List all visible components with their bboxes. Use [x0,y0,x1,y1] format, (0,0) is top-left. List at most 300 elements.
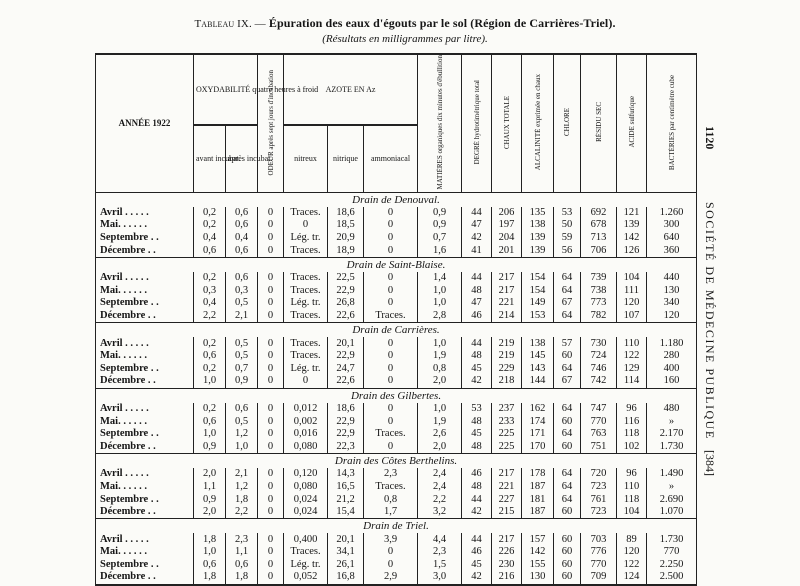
value-cell: 22,9 [328,350,364,363]
drain-name: Drain de Triel. [96,519,697,534]
value-cell: 2,0 [194,506,226,519]
month-cell: Mai. . . . . . [96,350,194,363]
value-cell: 110 [617,337,647,350]
value-cell: 50 [554,219,581,232]
month-cell: Mai. . . . . . [96,415,194,428]
value-cell: 0 [364,207,418,220]
value-cell: 0 [258,403,284,416]
value-cell: 0,2 [194,207,226,220]
value-cell: 154 [522,284,554,297]
value-cell: 738 [581,284,617,297]
value-cell: 0 [258,506,284,519]
table-row [96,284,697,297]
value-cell: 126 [617,244,647,257]
value-cell: 44 [462,272,492,285]
table-row [96,337,697,350]
table-row [96,559,697,572]
value-cell: 46 [462,310,492,323]
value-cell: 15,4 [328,506,364,519]
value-cell: 2.170 [647,428,697,441]
header-ammoniacal: ammoniacal [364,125,418,192]
value-cell: 2.690 [647,493,697,506]
month-cell: Décembre . . [96,440,194,453]
table-row [96,506,697,519]
value-cell: 18,5 [328,219,364,232]
month-cell: Septembre . . [96,428,194,441]
header-annee: ANNÉE 1922 [96,54,194,192]
value-cell: 3,9 [364,533,418,546]
value-cell: 64 [554,428,581,441]
value-cell: 0,2 [194,272,226,285]
value-cell: 703 [581,533,617,546]
value-cell: 18,9 [328,244,364,257]
value-cell: 0 [364,415,418,428]
value-cell: 2,1 [226,468,258,481]
bracket-page-number: [384] [703,450,717,476]
value-cell: 187 [522,506,554,519]
value-cell: 226 [492,546,522,559]
value-cell: 0,6 [226,403,258,416]
value-cell: 187 [522,481,554,494]
value-cell: Traces. [284,272,328,285]
value-cell: 0 [258,219,284,232]
month-cell: Mai. . . . . . [96,481,194,494]
value-cell: Traces. [284,337,328,350]
value-cell: 233 [492,415,522,428]
value-cell: 64 [554,403,581,416]
drain-name: Drain des Côtes Berthelins. [96,454,697,469]
value-cell: 0 [364,559,418,572]
value-cell: 739 [581,272,617,285]
value-cell: 0,5 [226,337,258,350]
value-cell: 64 [554,493,581,506]
value-cell: 0 [258,559,284,572]
header-odeur: ODEUR après sept jours d'incubation [258,54,284,192]
value-cell: Traces. [284,350,328,363]
value-cell: 14,3 [328,468,364,481]
table-row [96,546,697,559]
value-cell: 217 [492,533,522,546]
value-cell: 0,2 [194,337,226,350]
table-row [96,244,697,257]
value-cell: 138 [522,337,554,350]
value-cell: 0 [364,546,418,559]
drain-name: Drain de Denouval. [96,192,697,207]
value-cell: 41 [462,244,492,257]
value-cell: 773 [581,297,617,310]
value-cell: 770 [581,559,617,572]
value-cell: 130 [522,571,554,585]
value-cell: 2,3 [364,468,418,481]
value-cell: 0,3 [226,284,258,297]
value-cell: 60 [554,350,581,363]
value-cell: 2,8 [418,310,462,323]
drain-name: Drain de Carrières. [96,323,697,338]
month-cell: Mai. . . . . . [96,219,194,232]
value-cell: 118 [617,428,647,441]
value-cell: 227 [492,493,522,506]
value-cell: 0,5 [226,297,258,310]
value-cell: 0 [258,415,284,428]
value-cell: 720 [581,468,617,481]
value-cell: 1,0 [226,440,258,453]
value-cell: 1.490 [647,468,697,481]
value-cell: 60 [554,415,581,428]
value-cell: 1.180 [647,337,697,350]
value-cell: 124 [617,571,647,585]
value-cell: 67 [554,375,581,388]
value-cell: 770 [581,415,617,428]
drain-heading-row [96,388,697,403]
value-cell: 102 [617,440,647,453]
value-cell: 218 [492,375,522,388]
value-cell: 104 [617,272,647,285]
value-cell: 0 [258,272,284,285]
drain-name: Drain de Saint-Blaise. [96,257,697,272]
value-cell: 217 [492,272,522,285]
value-cell: 47 [462,297,492,310]
value-cell: 0,012 [284,403,328,416]
value-cell: 139 [522,244,554,257]
value-cell: 0 [258,297,284,310]
value-cell: 60 [554,440,581,453]
value-cell: » [647,415,697,428]
drain-name: Drain des Gilbertes. [96,388,697,403]
month-cell: Septembre . . [96,297,194,310]
value-cell: 153 [522,310,554,323]
value-cell: 1,7 [364,506,418,519]
value-cell: 0 [364,337,418,350]
value-cell: 0 [258,546,284,559]
value-cell: 0 [258,428,284,441]
value-cell: 706 [581,244,617,257]
value-cell: 0,052 [284,571,328,585]
value-cell: 0,6 [226,207,258,220]
month-cell: Décembre . . [96,571,194,585]
value-cell: 0,080 [284,481,328,494]
value-cell: 0 [258,244,284,257]
value-cell: 747 [581,403,617,416]
value-cell: 229 [492,362,522,375]
value-cell: 2,2 [226,506,258,519]
value-cell: 0,8 [418,362,462,375]
month-cell: Mai. . . . . . [96,546,194,559]
value-cell: 0 [364,284,418,297]
value-cell: 53 [462,403,492,416]
value-cell: 723 [581,481,617,494]
value-cell: 116 [617,415,647,428]
value-cell: 0,016 [284,428,328,441]
value-cell: 0,6 [226,244,258,257]
value-cell: 143 [522,362,554,375]
value-cell: 48 [462,350,492,363]
value-cell: 0 [258,350,284,363]
value-cell: 22,9 [328,415,364,428]
value-cell: 135 [522,207,554,220]
header-chlore: CHLORE [554,54,581,192]
value-cell: 60 [554,559,581,572]
value-cell: 1,0 [194,546,226,559]
value-cell: 0,7 [418,232,462,245]
table-row [96,440,697,453]
value-cell: 763 [581,428,617,441]
value-cell: 22,5 [328,272,364,285]
value-cell: 46 [462,546,492,559]
value-cell: 45 [462,362,492,375]
value-cell: 47 [462,219,492,232]
value-cell: 130 [647,284,697,297]
value-cell: 230 [492,559,522,572]
value-cell: 16,5 [328,481,364,494]
month-cell: Avril . . . . . [96,468,194,481]
value-cell: 1,1 [226,546,258,559]
value-cell: 20,9 [328,232,364,245]
month-cell: Avril . . . . . [96,403,194,416]
value-cell: 2.250 [647,559,697,572]
value-cell: 0 [364,375,418,388]
table-row [96,375,697,388]
value-cell: 4,4 [418,533,462,546]
value-cell: Traces. [284,546,328,559]
table-body [96,192,697,585]
value-cell: 0,4 [194,232,226,245]
value-cell: 2,0 [194,468,226,481]
value-cell: 96 [617,403,647,416]
header-residu: RÉSIDU SEC [581,54,617,192]
value-cell: Traces. [284,284,328,297]
value-cell: 22,9 [328,428,364,441]
month-cell: Septembre . . [96,232,194,245]
value-cell: 171 [522,428,554,441]
title-lead: Tableau IX. — [194,18,266,30]
value-cell: 0,024 [284,493,328,506]
value-cell: 160 [647,375,697,388]
page-number: 1120 [703,126,717,150]
value-cell: 0 [364,440,418,453]
value-cell: 724 [581,350,617,363]
value-cell: 48 [462,415,492,428]
value-cell: 0 [258,440,284,453]
value-cell: 0 [364,219,418,232]
header-oxydabilite: OXYDABILITÉ quatre heures à froid [194,54,258,125]
value-cell: 1.260 [647,207,697,220]
value-cell: 122 [617,559,647,572]
value-cell: 723 [581,506,617,519]
value-cell: Lég. tr. [284,362,328,375]
running-head: SOCIÉTÉ DE MÉDECINE PUBLIQUE [703,202,717,440]
value-cell: 44 [462,493,492,506]
value-cell: 770 [647,546,697,559]
value-cell: 44 [462,337,492,350]
header-alcalinite: ALCALINITÉ exprimée en chaux [522,54,554,192]
value-cell: 1,2 [226,481,258,494]
value-cell: 214 [492,310,522,323]
drain-heading-row [96,257,697,272]
value-cell: 64 [554,468,581,481]
value-cell: 1,6 [418,244,462,257]
value-cell: 0 [364,232,418,245]
value-cell: 20,1 [328,337,364,350]
value-cell: 678 [581,219,617,232]
table-row [96,219,697,232]
value-cell: 1,0 [418,337,462,350]
value-cell: 107 [617,310,647,323]
value-cell: 2,2 [418,493,462,506]
value-cell: 42 [462,375,492,388]
value-cell: 197 [492,219,522,232]
value-cell: 0 [364,403,418,416]
value-cell: 64 [554,284,581,297]
value-cell: 155 [522,559,554,572]
table-title [120,16,690,31]
value-cell: 640 [647,232,697,245]
value-cell: 104 [617,506,647,519]
value-cell: 0 [258,284,284,297]
value-cell: 0 [258,468,284,481]
value-cell: 0,3 [194,284,226,297]
value-cell: 110 [617,481,647,494]
value-cell: 215 [492,506,522,519]
table-subtitle: (Résultats en milligrammes par litre). [322,33,488,45]
value-cell: 0 [258,362,284,375]
value-cell: 225 [492,428,522,441]
value-cell: 0 [364,350,418,363]
drain-heading-row [96,323,697,338]
value-cell: 1,9 [418,415,462,428]
value-cell: 154 [522,272,554,285]
value-cell: 761 [581,493,617,506]
value-cell: 219 [492,350,522,363]
value-cell: 121 [617,207,647,220]
table-row [96,362,697,375]
table-row [96,403,697,416]
value-cell: 0,2 [194,219,226,232]
table-row [96,533,697,546]
value-cell: 1,2 [226,428,258,441]
value-cell: 3,0 [418,571,462,585]
value-cell: 22,3 [328,440,364,453]
value-cell: 751 [581,440,617,453]
value-cell: Traces. [364,481,418,494]
value-cell: 2,3 [418,546,462,559]
value-cell: 0,6 [226,559,258,572]
header-nitrique: nitrique [328,125,364,192]
value-cell: Traces. [284,207,328,220]
value-cell: Traces. [284,310,328,323]
value-cell: 713 [581,232,617,245]
value-cell: 42 [462,506,492,519]
table-row [96,310,697,323]
value-cell: Traces. [284,244,328,257]
value-cell: 300 [647,219,697,232]
value-cell: 1,1 [194,481,226,494]
value-cell: 0 [258,493,284,506]
value-cell: » [647,481,697,494]
value-cell: 1.730 [647,440,697,453]
value-cell: 217 [492,284,522,297]
value-cell: 225 [492,440,522,453]
value-cell: 0 [258,310,284,323]
value-cell: 48 [462,481,492,494]
value-cell: 0,6 [226,272,258,285]
value-cell: 20,1 [328,533,364,546]
value-cell: 0 [258,481,284,494]
value-cell: 157 [522,533,554,546]
value-cell: 0,5 [226,350,258,363]
value-cell: 206 [492,207,522,220]
value-cell: 0,8 [364,493,418,506]
month-cell: Avril . . . . . [96,272,194,285]
value-cell: 118 [617,493,647,506]
value-cell: 692 [581,207,617,220]
value-cell: 730 [581,337,617,350]
header-avant: avant incubat. [194,125,226,192]
value-cell: 162 [522,403,554,416]
value-cell: 0 [258,337,284,350]
value-cell: 219 [492,337,522,350]
value-cell: 44 [462,533,492,546]
value-cell: 221 [492,481,522,494]
table-row [96,350,697,363]
value-cell: 178 [522,468,554,481]
value-cell: 142 [522,546,554,559]
value-cell: 0,5 [226,415,258,428]
value-cell: 0,9 [418,219,462,232]
value-cell: 2,4 [418,468,462,481]
value-cell: 2,1 [226,310,258,323]
month-cell: Décembre . . [96,244,194,257]
value-cell: 0,002 [284,415,328,428]
value-cell: 0,9 [194,440,226,453]
drain-heading-row [96,519,697,534]
value-cell: 2.500 [647,571,697,585]
header-apres: après incubat. [226,125,258,192]
value-cell: 96 [617,468,647,481]
table-row [96,272,697,285]
value-cell: 149 [522,297,554,310]
value-cell: 1,8 [226,493,258,506]
value-cell: Lég. tr. [284,297,328,310]
value-cell: 18,6 [328,207,364,220]
value-cell: 120 [617,297,647,310]
header-nitreux: nitreux [284,125,328,192]
value-cell: 144 [522,375,554,388]
value-cell: 340 [647,297,697,310]
month-cell: Décembre . . [96,310,194,323]
month-cell: Septembre . . [96,559,194,572]
value-cell: Traces. [364,428,418,441]
value-cell: 64 [554,310,581,323]
value-cell: 0 [258,232,284,245]
value-cell: 1,0 [418,284,462,297]
month-cell: Avril . . . . . [96,207,194,220]
value-cell: 201 [492,244,522,257]
value-cell: 2,0 [418,440,462,453]
value-cell: 60 [554,571,581,585]
header-acide: ACIDE sulfurique [617,54,647,192]
value-cell: 64 [554,272,581,285]
value-cell: 0,6 [226,219,258,232]
value-cell: 0,080 [284,440,328,453]
value-cell: 0,9 [226,375,258,388]
month-cell: Septembre . . [96,362,194,375]
value-cell: 89 [617,533,647,546]
value-cell: 2,0 [418,375,462,388]
table-row [96,481,697,494]
value-cell: 174 [522,415,554,428]
value-cell: 64 [554,362,581,375]
title-main: Épuration des eaux d'égouts par le sol (Région de Carrières-Triel). [268,16,616,30]
